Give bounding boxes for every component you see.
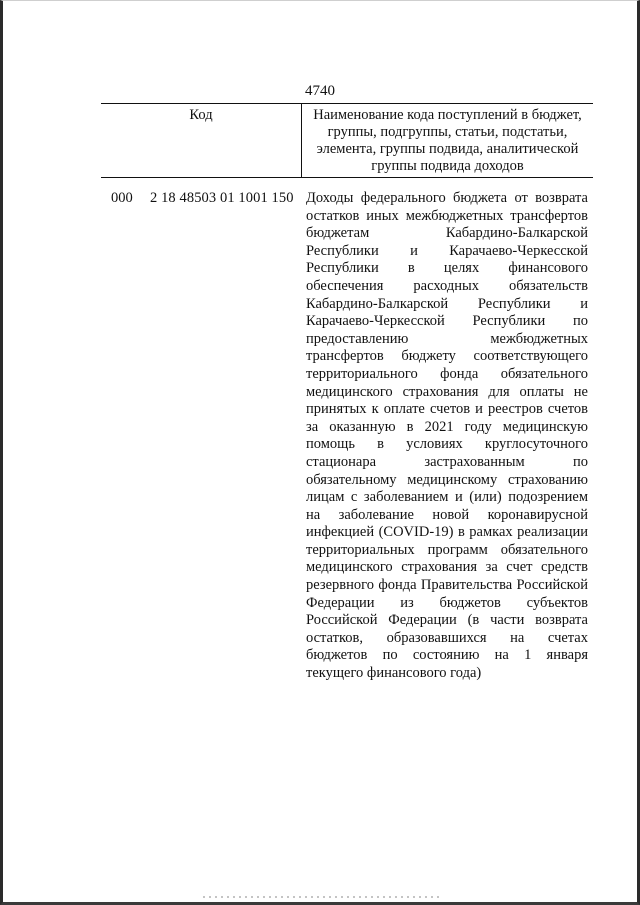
- scan-artifact: [203, 896, 443, 898]
- name-column-header: Наименование кода поступлений в бюджет, группы, подгруппы, статьи, подстатьи, элемента, группы подвида, аналитической группы подвида доходов: [301, 104, 593, 177]
- code-column-header: Код: [189, 107, 213, 123]
- revenue-code: 2 18 48503 01 1001 150: [150, 190, 294, 206]
- admin-code: 000: [111, 190, 133, 206]
- revenue-description: Доходы федерального бюджета от возврата остатков иных межбюджетных трансфертов бюджетам Кабардино-Балкарской Республики и Карачаево-Черкесской Республики в целях финансового обеспечения расходных обязательств Кабардино-Балкарской Республики и Карачаево-Черкесской Республики по предоставлению межбюджетных трансфертов бюджету соответствующего территориального фонда обязательного медицинского страхования для оплаты не принятых к оплате счетов и реестров счетов за оказанную в 2021 году медицинскую помощь в условиях круглосуточного стационара застрахованным по обязательному медицинскому страхованию лицам с заболеванием и (или) подозрением на заболевание новой коронавирусной инфекцией (COVID-19) в рамках реализации территориальных программ обязательного медицинского страхования за счет средств резервного фонда Правительства Российской Федерации из бюджетов субъектов Российской Федерации (в части возврата остатков, образовавшихся на счетах бюджетов по состоянию на 1 января текущего финансового года): [306, 190, 588, 682]
- page-number: 4740: [305, 83, 335, 99]
- table-header: [101, 103, 593, 178]
